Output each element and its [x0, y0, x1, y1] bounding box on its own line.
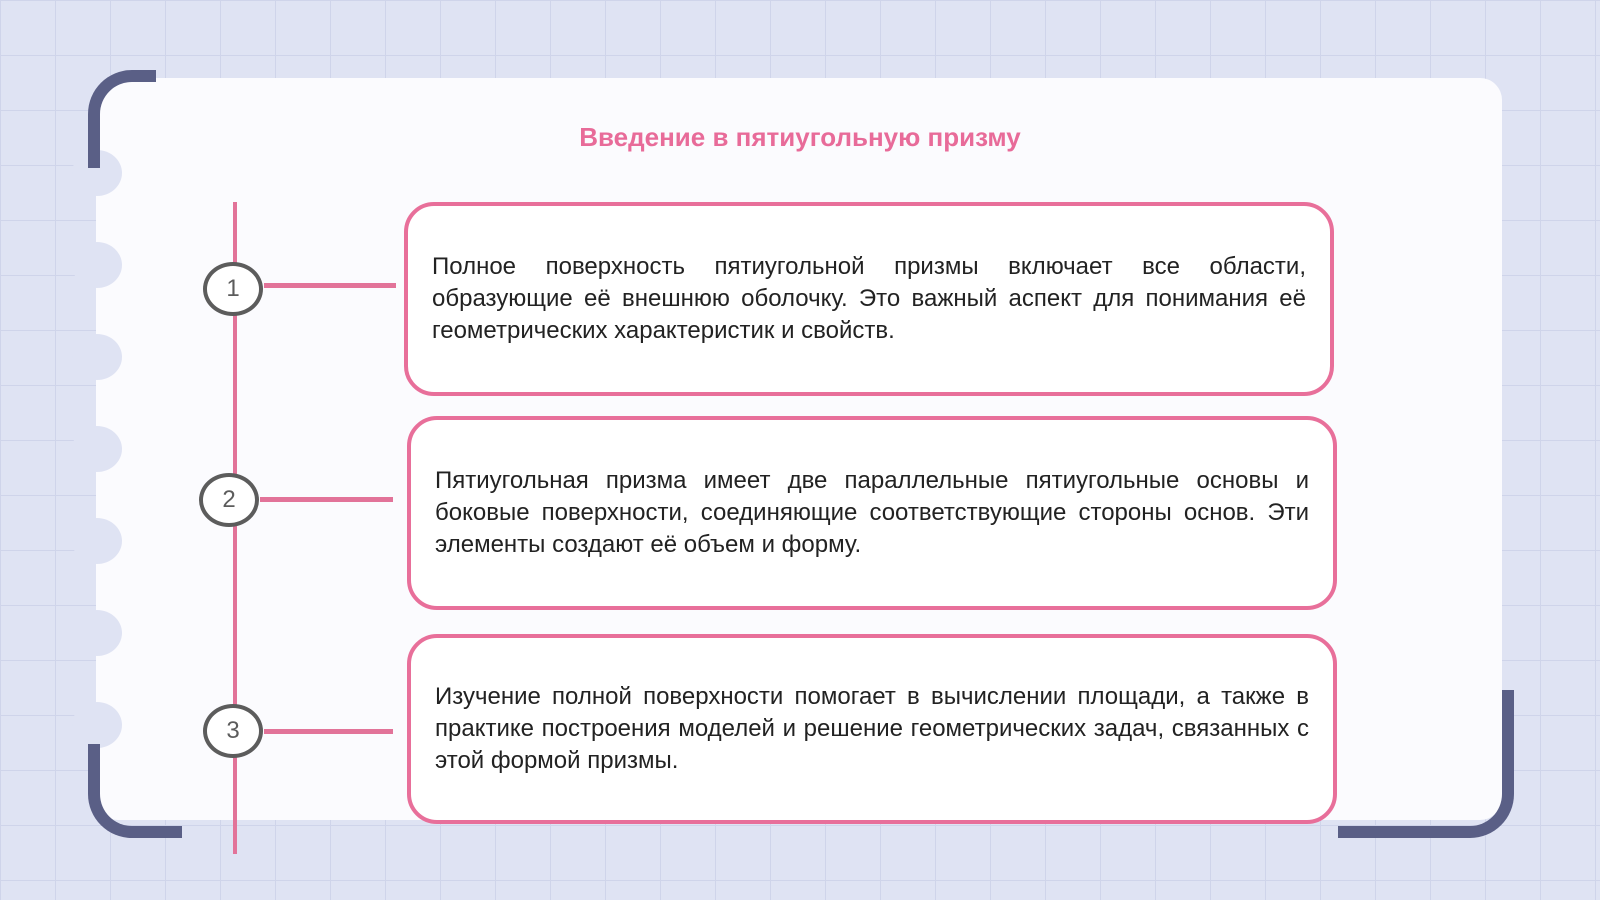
timeline-connector-3	[264, 729, 393, 734]
torn-edge-decoration	[72, 150, 132, 750]
step-number-2: 2	[199, 473, 259, 527]
step-text-1: Полное поверхность пятиугольной призмы включает все области, образующие её внешнюю оболочку. Это важный аспект для понимания её геометрических характеристик и свойств.	[432, 253, 1306, 344]
step-text-2: Пятиугольная призма имеет две параллельные пятиугольные основы и боковые поверхности, соединяющие соответствующие стороны основ. Эти элементы создают её объем и форму.	[435, 467, 1309, 558]
frame-corner-top-left	[88, 70, 156, 168]
step-number-1: 1	[203, 262, 263, 316]
step-number-3: 3	[203, 704, 263, 758]
step-card-2	[407, 416, 1337, 610]
frame-corner-bottom-left	[88, 744, 182, 838]
step-card-1	[404, 202, 1334, 396]
slide-title: Введение в пятиугольную призму	[579, 122, 1021, 152]
step-text-3: Изучение полной поверхности помогает в вычислении площади, а также в практике построения моделей и решение геометрических задач, связанных с этой формой призмы.	[435, 683, 1309, 774]
frame-corner-bottom-right	[1338, 690, 1514, 838]
timeline-connector-2	[260, 497, 393, 502]
timeline-connector-1	[264, 283, 396, 288]
step-card-3	[407, 634, 1337, 824]
